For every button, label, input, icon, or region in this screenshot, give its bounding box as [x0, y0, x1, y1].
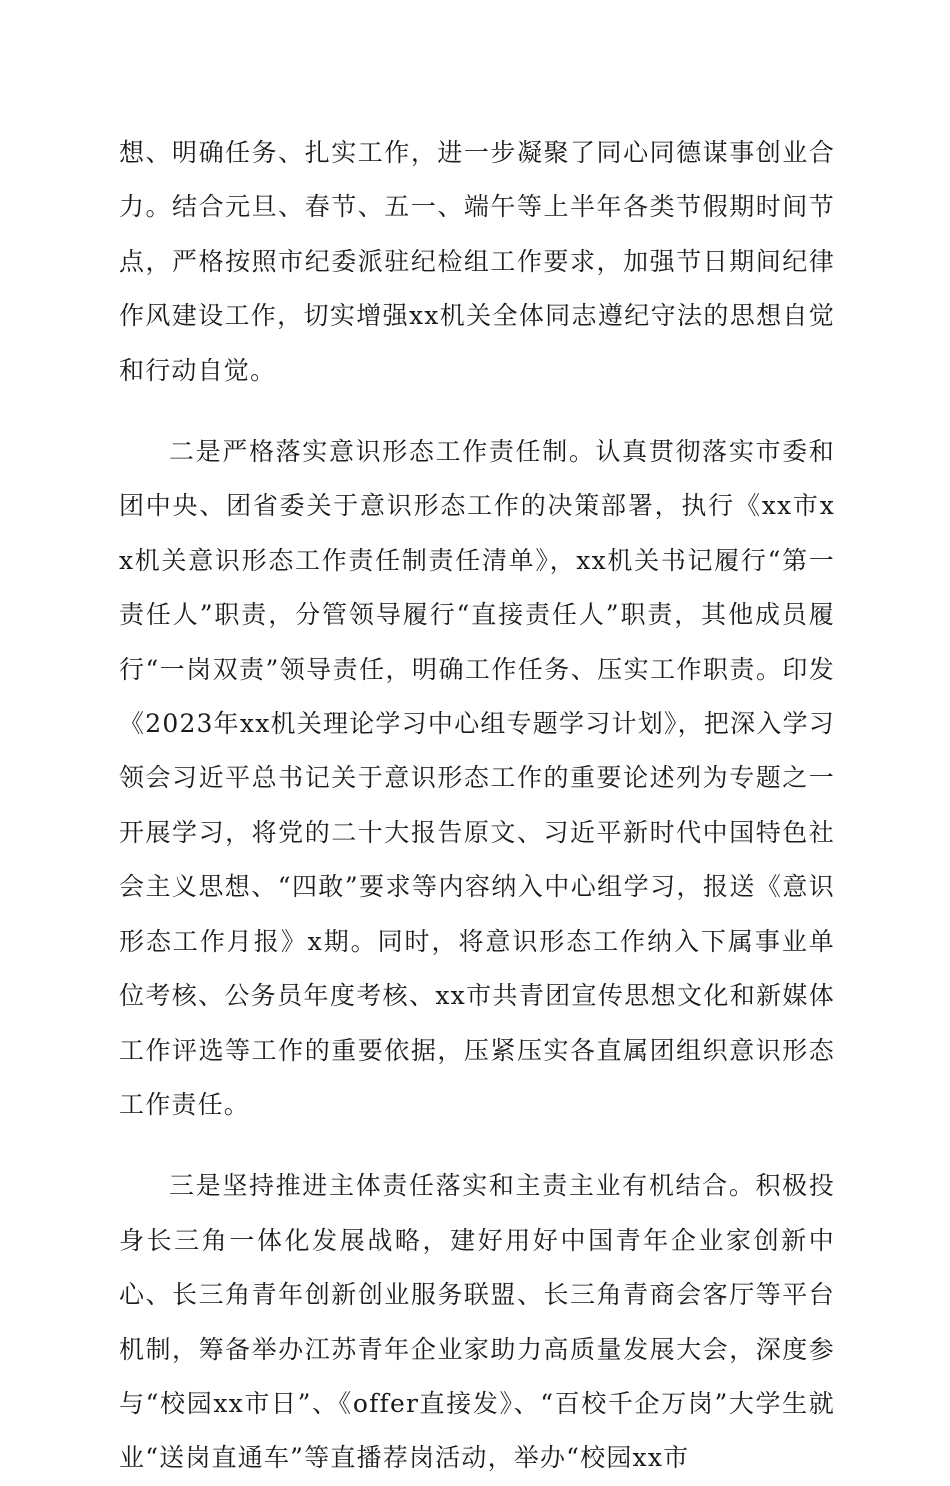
paragraph-3: 三是坚持推进主体责任落实和主责主业有机结合。积极投身长三角一体化发展战略，建好用好中国青年企业家创新中心、长三角青年创新创业服务联盟、长三角青商会客厅等平台机制，筹备举办江苏青年企业家助力高质量发展大会，深度参与“校园xx市日”、《offer直接发》、“百校千企万岗”大学生就业“送岗直通车”等直播荐岗活动，举办“校园xx市 — [119, 1171, 835, 1473]
paragraph-1: 想、明确任务、扎实工作，进一步凝聚了同心同德谋事创业合力。结合元旦、春节、五一、端午等上半年各类节假期时间节点，严格按照市纪委派驻纪检组工作要求，加强节日期间纪律作风建设工作，切实增强xx机关全体同志遵纪守法的思想自觉和行动自觉。 — [119, 138, 835, 385]
document-body — [119, 126, 835, 1486]
paragraph-spacer — [119, 398, 835, 425]
paragraph-2: 二是严格落实意识形态工作责任制。认真贯彻落实市委和团中央、团省委关于意识形态工作的决策部署，执行《xx市xx机关意识形态工作责任制责任清单》，xx机关书记履行“第一责任人”职责，分管领导履行“直接责任人”职责，其他成员履行“一岗双责”领导责任，明确工作任务、压实工作职责。印发《2023年xx机关理论学习中心组专题学习计划》，把深入学习领会习近平总书记关于意识形态工作的重要论述列为专题之一开展学习，将党的二十大报告原文、习近平新时代中国特色社会主义思想、“四敢”要求等内容纳入中心组学习，报送《意识形态工作月报》x期。同时，将意识形态工作纳入下属事业单位考核、公务员年度考核、xx市共青团宣传思想文化和新媒体工作评选等工作的重要依据，压紧压实各直属团组织意识形态工作责任。 — [119, 437, 835, 1119]
paragraph-spacer — [119, 1132, 835, 1159]
